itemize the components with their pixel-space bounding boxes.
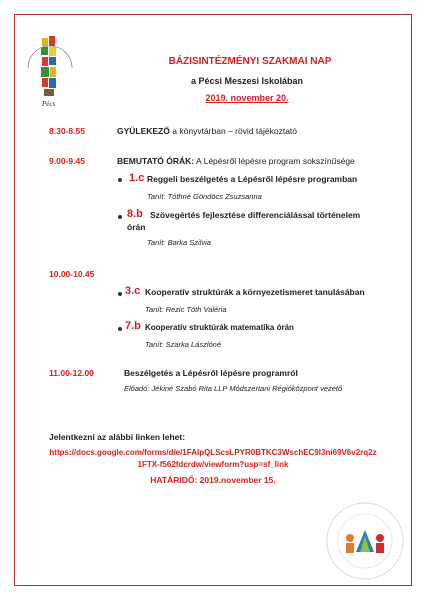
time-slot-4: 11.00-12.00 [49,368,94,378]
deadline: HATÁRIDŐ: 2019.november 15. [150,475,276,485]
time-slot-1: 8.30-8.55 [49,126,85,136]
section-1-line [117,126,297,136]
bullet [118,327,122,331]
lesson-7b-title: Kooperatív struktúrák matematika órán [145,323,294,332]
section-4-title: Beszélgetés a Lépésről lépésre programról [124,368,298,378]
grade-1c: 1.c [129,172,145,184]
lesson-3c-title: Kooperatív struktúrák a környezetismeret tanulásában [145,287,365,297]
bullet [118,215,122,219]
event-subtitle: a Pécsi Meszesi Iskolában [190,76,304,86]
section-2-line [117,156,355,166]
section-2-text: A Lépésről lépésre program sokszínűsége [196,156,355,166]
lesson-7b-teacher: Tanít: Szarka Lászlóné [145,340,222,349]
time-slot-2: 9.00-9.45 [49,156,85,166]
event-date: 2019. november 20. [205,93,289,103]
section-2-title: BEMUTATÓ ÓRÁK: [117,156,195,166]
bullet [118,292,122,296]
lesson-8b-title-cont: órán [127,222,146,232]
section-1-text: a könyvtárban – rövid tájékoztató [172,126,298,136]
register-link-line2[interactable]: 1FTX-f562fdcrdw/viewform?usp=sf_link [137,460,289,469]
lesson-8b-teacher: Tanít: Barka Szilvia [147,238,211,247]
bullet [118,178,122,182]
grade-8b: 8.b [127,208,143,220]
badge-logo [324,500,406,582]
grade-3c: 3.c [125,285,141,297]
register-label: Jelentkezni az alábbi linken lehet: [49,432,186,442]
section-1-title: GYÜLEKEZŐ [117,126,170,136]
register-link-line1[interactable]: https://docs.google.com/forms/d/e/1FAIpQLScsLPYR0BTKC3WschEC9l3ni69V6v2rq2z [49,448,377,457]
time-slot-3: 10.00-10.45 [49,269,95,279]
lesson-1c-title: Reggeli beszélgetés a Lépésről lépésre programban [147,174,358,184]
lesson-3c-teacher: Tanít: Rezic Tóth Valéria [145,305,227,314]
lesson-1c-teacher: Tanít: Tóthné Göndöcs Zsuzsanna [147,192,262,201]
logo-city: Pécs [42,100,56,108]
lesson-8b-title: Szövegértés fejlesztése differenciálással történelem [150,210,361,220]
grade-7b: 7.b [125,320,141,332]
event-title: BÁZISINTÉZMÉNYI SZAKMAI NAP [168,56,332,67]
section-4-speaker: Előadó: Jékiné Szabó Rita LLP Módszertani Régióközpont vezető [124,384,343,393]
